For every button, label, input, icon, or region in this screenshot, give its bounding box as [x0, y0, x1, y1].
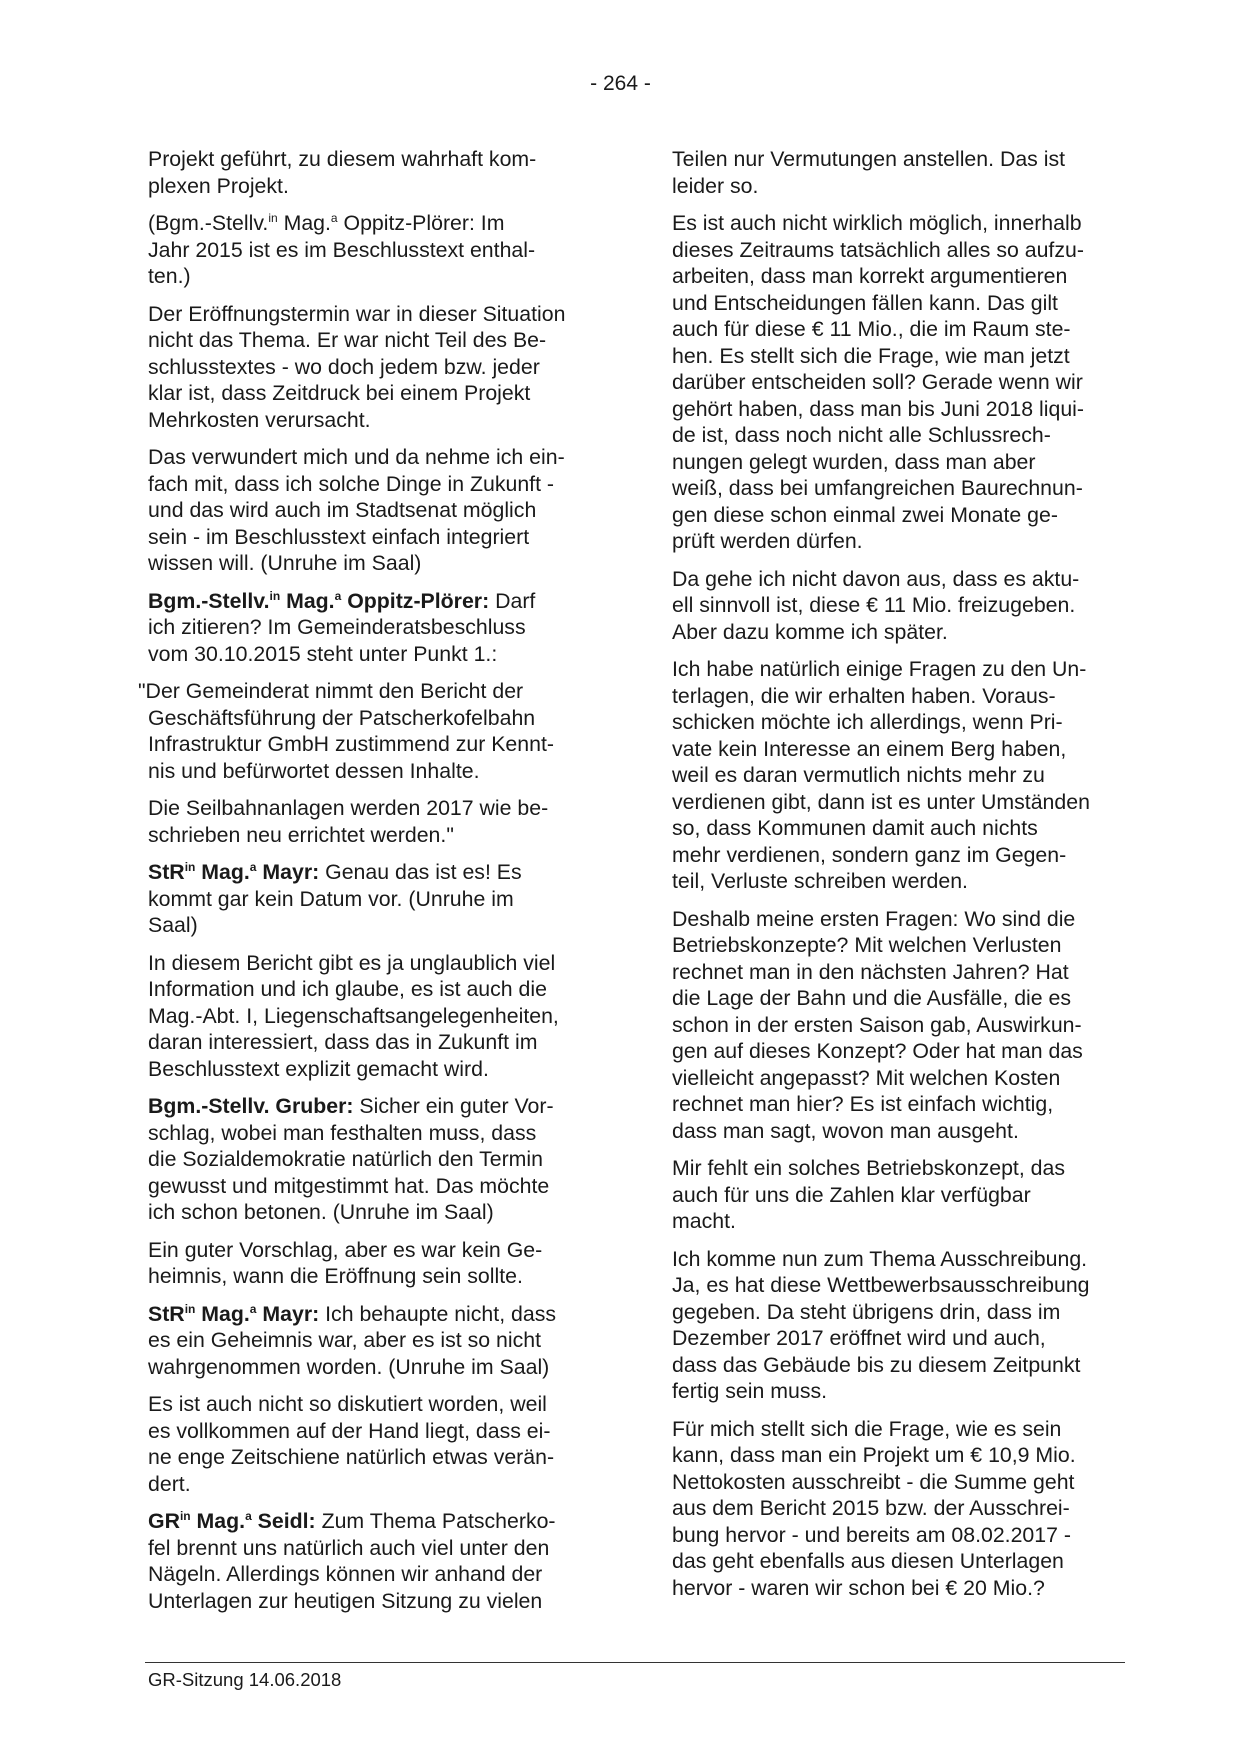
- text-line: [148, 976, 608, 1003]
- text-line: [148, 1471, 608, 1498]
- text-line: [672, 449, 1132, 476]
- text-run: vielleicht angepasst? Mit welchen Kosten: [672, 1065, 1061, 1090]
- paragraph: [148, 859, 608, 939]
- text-line: [672, 1378, 1132, 1405]
- text-line: [672, 1272, 1132, 1299]
- text-run: schon in der ersten Saison gab, Auswirkun-: [672, 1012, 1082, 1037]
- text-line: [672, 396, 1132, 423]
- text-run: schrieben neu errichtet werden.": [148, 822, 454, 847]
- text-line: [148, 263, 608, 290]
- speaker-name: Mag.: [195, 860, 250, 884]
- text-line: [672, 263, 1132, 290]
- text-run: gen diese schon einmal zwei Monate ge-: [672, 502, 1058, 527]
- text-line: [148, 407, 608, 434]
- text-line: [672, 1065, 1132, 1092]
- speaker-name: Mag.: [195, 1301, 250, 1326]
- text-line: [148, 1237, 608, 1264]
- text-run: Information und ich glaube, es ist auch die: [148, 977, 547, 1001]
- text-run: Nägeln. Allerdings können wir anhand der: [148, 1562, 543, 1586]
- text-run: Ein guter Vorschlag, aber es war kein Ge-: [148, 1237, 543, 1262]
- text-run: bung hervor - und bereits am 08.02.2017 -: [672, 1522, 1071, 1547]
- text-run: dass man sagt, wovon man ausgeht.: [672, 1118, 1019, 1143]
- text-line: [672, 1155, 1132, 1182]
- text-run: macht.: [672, 1209, 736, 1233]
- text-run: aus dem Bericht 2015 bzw. der Ausschrei-: [672, 1496, 1070, 1520]
- text-run: schlag, wobei man festhalten muss, dass: [148, 1120, 537, 1145]
- paragraph: [148, 1508, 608, 1614]
- text-line: [148, 301, 608, 328]
- text-run: a: [330, 211, 338, 226]
- text-line: [148, 588, 608, 615]
- text-line: [672, 1495, 1132, 1522]
- text-line: [148, 614, 608, 641]
- text-line: [138, 731, 608, 758]
- text-run: in: [268, 211, 278, 226]
- text-line: [148, 444, 608, 471]
- speaker-name: Mag.: [280, 588, 335, 613]
- speaker-name: Bgm.-Stellv. Gruber:: [148, 1094, 354, 1118]
- text-run: rechnet man hier? Es ist einfach wichtig,: [672, 1092, 1054, 1116]
- text-run: gegeben. Da steht übrigens drin, dass im: [672, 1299, 1061, 1324]
- text-run: und Entscheidungen fällen kann. Das gilt: [672, 290, 1058, 315]
- text-line: [148, 524, 608, 551]
- text-line: [672, 656, 1132, 683]
- text-run: fel brennt uns natürlich auch viel unter den: [148, 1535, 550, 1560]
- text-run: rechnet man in den nächsten Jahren? Hat: [672, 959, 1069, 984]
- text-run: schlusstextes - wo doch jedem bzw. jeder: [148, 354, 540, 379]
- speaker-name: Mayr:: [256, 860, 320, 884]
- text-run: Betriebskonzepte? Mit welchen Verlusten: [672, 933, 1062, 957]
- text-run: ich schon betonen. (Unruhe im Saal): [148, 1200, 494, 1224]
- text-run: hervor - waren wir schon bei € 20 Mio.?: [672, 1575, 1045, 1600]
- text-run: es ein Geheimnis war, aber es ist so nicht: [148, 1328, 541, 1352]
- text-line: [672, 619, 1132, 646]
- text-line: [672, 1325, 1132, 1352]
- text-run: Beschlusstext explizit gemacht wird.: [148, 1056, 489, 1081]
- text-line: [148, 1561, 608, 1588]
- paragraph: [672, 906, 1132, 1145]
- text-line: [672, 146, 1132, 173]
- text-line: [672, 1246, 1132, 1273]
- text-line: [672, 173, 1132, 200]
- text-line: [672, 683, 1132, 710]
- paragraph: [148, 1093, 608, 1226]
- footer-session-date: GR-Sitzung 14.06.2018: [148, 1669, 342, 1690]
- speaker-name: Oppitz-Plörer:: [341, 588, 490, 613]
- text-run: ne enge Zeitschiene natürlich etwas verän-: [148, 1445, 555, 1469]
- text-run: Zum Thema Patscherko-: [315, 1509, 556, 1533]
- speaker-name: Bgm.-Stellv.: [148, 588, 270, 613]
- text-run: dert.: [148, 1471, 191, 1496]
- text-run: Unterlagen zur heutigen Sitzung zu vielen: [148, 1588, 543, 1613]
- text-line: [148, 380, 608, 407]
- text-line: [672, 210, 1132, 237]
- text-line: [672, 237, 1132, 264]
- speaker-name: GR: [148, 1509, 180, 1533]
- paragraph: [148, 795, 608, 848]
- text-run: gen auf dieses Konzept? Oder hat man das: [672, 1039, 1083, 1063]
- text-run: In diesem Bericht gibt es ja unglaublich viel: [148, 950, 556, 975]
- text-run: Aber dazu komme ich später.: [672, 619, 948, 644]
- text-line: [672, 528, 1132, 555]
- text-run: und das wird auch im Stadtsenat möglich: [148, 498, 537, 522]
- text-line: [138, 678, 608, 705]
- text-line: [148, 822, 608, 849]
- paragraph: [672, 656, 1132, 895]
- text-run: Geschäftsführung der Patscherkofelbahn: [148, 705, 536, 730]
- text-run: sein - im Beschlusstext einfach integriert: [148, 524, 530, 549]
- text-line: [148, 1146, 608, 1173]
- text-line: [672, 762, 1132, 789]
- text-run: daran interessiert, dass das in Zukunft im: [148, 1030, 538, 1054]
- text-run: Ich komme nun zum Thema Ausschreibung.: [672, 1246, 1088, 1271]
- text-run: gehört haben, dass man bis Juni 2018 liqui-: [672, 396, 1085, 421]
- text-line: [672, 1469, 1132, 1496]
- text-run: das geht ebenfalls aus diesen Unterlagen: [672, 1549, 1064, 1573]
- text-run: Genau das ist es! Es: [319, 860, 522, 884]
- speaker-name: in: [184, 860, 196, 875]
- text-run: de ist, dass noch nicht alle Schlussrech-: [672, 423, 1051, 447]
- text-run: Ja, es hat diese Wettbewerbsausschreibung: [672, 1273, 1090, 1297]
- text-run: Für mich stellt sich die Frage, wie es sein: [672, 1416, 1062, 1441]
- text-run: gewusst und mitgestimmt hat. Das möchte: [148, 1173, 550, 1198]
- paragraph: [672, 566, 1132, 646]
- paragraph: [148, 301, 608, 434]
- text-line: [672, 592, 1132, 619]
- speaker-name: a: [245, 1509, 252, 1524]
- text-run: die Lage der Bahn und die Ausfälle, die es: [672, 986, 1072, 1010]
- text-line: [148, 1327, 608, 1354]
- text-line: [672, 736, 1132, 763]
- text-run: Das verwundert mich und da nehme ich ein-: [148, 445, 565, 469]
- text-run: es vollkommen auf der Hand liegt, dass ei-: [148, 1418, 551, 1443]
- text-line: [148, 1588, 608, 1615]
- text-line: [148, 327, 608, 354]
- text-line: [672, 985, 1132, 1012]
- text-run: klar ist, dass Zeitdruck bei einem Projekt: [148, 381, 531, 405]
- text-line: [672, 1012, 1132, 1039]
- text-run: dass das Gebäude bis zu diesem Zeitpunkt: [672, 1352, 1081, 1377]
- text-run: prüft werden dürfen.: [672, 529, 863, 553]
- speaker-name: in: [179, 1509, 191, 1524]
- text-run: Mag.-Abt. I, Liegenschaftsangelegenheiten,: [148, 1003, 559, 1028]
- text-run: wissen will. (Unruhe im Saal): [148, 551, 422, 575]
- speaker-name: a: [334, 588, 342, 603]
- text-line: [672, 316, 1132, 343]
- text-run: heimnis, wann die Eröffnung sein sollte.: [148, 1264, 523, 1288]
- paragraph: [138, 678, 608, 784]
- text-run: Der Eröffnungstermin war in dieser Situation: [148, 301, 566, 326]
- text-run: Mag.: [277, 211, 331, 235]
- text-run: verdienen gibt, dann ist es unter Umständen: [672, 789, 1090, 814]
- text-run: dieses Zeitraums tatsächlich alles so aufzu-: [672, 237, 1084, 262]
- text-line: [672, 789, 1132, 816]
- text-run: kann, dass man ein Projekt um € 10,9 Mio.: [672, 1443, 1076, 1467]
- text-line: [148, 497, 608, 524]
- text-line: [672, 932, 1132, 959]
- text-line: [138, 705, 608, 732]
- text-run: kommt gar kein Datum vor. (Unruhe im: [148, 886, 514, 911]
- text-line: [148, 237, 608, 264]
- text-line: [672, 842, 1132, 869]
- text-run: so, dass Kommunen damit auch nichts: [672, 816, 1038, 840]
- left-column: [138, 146, 608, 1625]
- text-line: [148, 795, 608, 822]
- text-line: [148, 173, 608, 200]
- paragraph: [148, 210, 608, 290]
- text-line: [148, 354, 608, 381]
- paragraph: [672, 146, 1132, 199]
- text-run: Es ist auch nicht so diskutiert worden, weil: [148, 1392, 547, 1416]
- text-run: Ich behaupte nicht, dass: [319, 1301, 557, 1326]
- text-run: nungen gelegt wurden, dass man aber: [672, 449, 1036, 474]
- speaker-name: in: [184, 1301, 196, 1316]
- text-run: nis und befürwortet dessen Inhalte.: [148, 758, 480, 783]
- text-line: [148, 471, 608, 498]
- text-line: [672, 709, 1132, 736]
- text-run: nicht das Thema. Er war nicht Teil des Be-: [148, 328, 547, 352]
- speaker-name: Mayr:: [256, 1301, 320, 1326]
- text-line: [148, 1354, 608, 1381]
- text-run: weil es daran vermutlich nichts mehr zu: [672, 763, 1045, 787]
- text-run: Oppitz-Plörer: Im: [337, 211, 505, 235]
- text-run: vate kein Interesse an einem Berg haben,: [672, 736, 1067, 761]
- text-run: ich zitieren? Im Gemeinderatsbeschluss: [148, 615, 526, 639]
- text-line: [148, 210, 608, 237]
- text-line: [148, 1093, 608, 1120]
- text-run: Deshalb meine ersten Fragen: Wo sind die: [672, 906, 1076, 931]
- text-run: ell sinnvoll ist, diese € 11 Mio. freizugeben.: [672, 593, 1076, 617]
- text-line: [672, 369, 1132, 396]
- speaker-name: in: [269, 588, 281, 603]
- text-line: [672, 959, 1132, 986]
- text-run: mehr verdienen, sondern ganz im Gegen-: [672, 842, 1067, 867]
- text-run: Da gehe ich nicht davon aus, dass es aktu-: [672, 566, 1080, 591]
- text-line: [672, 1352, 1132, 1379]
- text-line: [672, 1575, 1132, 1602]
- paragraph: [672, 210, 1132, 555]
- speaker-name: Seidl:: [251, 1509, 316, 1533]
- text-run: Jahr 2015 ist es im Beschlusstext enthal-: [148, 237, 536, 262]
- paragraph: [148, 146, 608, 199]
- text-line: [148, 1535, 608, 1562]
- paragraph: [148, 1237, 608, 1290]
- footer-divider: [145, 1662, 1125, 1663]
- text-line: [148, 1444, 608, 1471]
- text-line: [672, 906, 1132, 933]
- text-line: [672, 1182, 1132, 1209]
- text-run: auch für uns die Zahlen klar verfügbar: [672, 1182, 1031, 1207]
- text-run: leider so.: [672, 173, 759, 198]
- speaker-name: a: [249, 860, 257, 875]
- text-run: Mir fehlt ein solches Betriebskonzept, das: [672, 1156, 1066, 1180]
- speaker-name: a: [249, 1301, 257, 1316]
- text-run: fach mit, dass ich solche Dinge in Zukunft -: [148, 471, 555, 496]
- text-run: Saal): [148, 913, 198, 937]
- text-run: vom 30.10.2015 steht unter Punkt 1.:: [148, 641, 498, 666]
- text-run: Projekt geführt, zu diesem wahrhaft kom-: [148, 147, 537, 171]
- text-line: [672, 1118, 1132, 1145]
- text-run: Darf: [489, 588, 536, 613]
- text-run: "Der Gemeinderat nimmt den Bericht der: [138, 679, 524, 703]
- text-line: [148, 1391, 608, 1418]
- paragraph: [672, 1416, 1132, 1602]
- text-run: (Bgm.-Stellv.: [148, 211, 269, 235]
- text-run: teil, Verluste schreiben werden.: [672, 869, 968, 893]
- page-number: - 264 -: [590, 72, 651, 95]
- text-run: Mehrkosten verursacht.: [148, 407, 371, 432]
- text-run: ten.): [148, 264, 191, 288]
- text-line: [672, 290, 1132, 317]
- text-line: [148, 1173, 608, 1200]
- text-run: die Sozialdemokratie natürlich den Termin: [148, 1147, 543, 1171]
- text-line: [672, 1548, 1132, 1575]
- text-run: hen. Es stellt sich die Frage, wie man jetzt: [672, 343, 1070, 368]
- text-run: arbeiten, dass man korrekt argumentieren: [672, 264, 1068, 288]
- paragraph: [148, 1391, 608, 1497]
- text-run: Sicher ein guter Vor-: [353, 1094, 554, 1118]
- text-line: [672, 475, 1132, 502]
- paragraph: [672, 1155, 1132, 1235]
- paragraph: [148, 444, 608, 577]
- text-line: [148, 1029, 608, 1056]
- text-line: [672, 1091, 1132, 1118]
- text-run: Ich habe natürlich einige Fragen zu den Un-: [672, 657, 1087, 681]
- text-line: [148, 859, 608, 886]
- text-line: [672, 1208, 1132, 1235]
- text-line: [148, 1508, 608, 1535]
- paragraph: [148, 1301, 608, 1381]
- text-line: [672, 1038, 1132, 1065]
- text-line: [148, 1120, 608, 1147]
- text-run: auch für diese € 11 Mio., die im Raum ste-: [672, 317, 1071, 341]
- text-line: [148, 1418, 608, 1445]
- speaker-name: Mag.: [190, 1509, 246, 1533]
- text-line: [672, 343, 1132, 370]
- text-run: Infrastruktur GmbH zustimmend zur Kennt-: [148, 732, 554, 756]
- text-run: Nettokosten ausschreibt - die Summe geht: [672, 1469, 1075, 1494]
- text-line: [148, 550, 608, 577]
- text-line: [148, 912, 608, 939]
- text-run: Die Seilbahnanlagen werden 2017 wie be-: [148, 796, 549, 820]
- text-line: [148, 886, 608, 913]
- speaker-name: StR: [148, 860, 185, 884]
- text-line: [672, 1299, 1132, 1326]
- text-line: [672, 502, 1132, 529]
- text-run: weiß, dass bei umfangreichen Baurechnun-: [672, 476, 1083, 500]
- text-line: [672, 868, 1132, 895]
- text-line: [672, 815, 1132, 842]
- text-run: terlagen, die wir erhalten haben. Voraus-: [672, 683, 1056, 708]
- text-run: darüber entscheiden soll? Gerade wenn wir: [672, 370, 1083, 394]
- paragraph: [148, 588, 608, 668]
- text-run: Dezember 2017 eröffnet wird und auch,: [672, 1326, 1046, 1350]
- text-line: [148, 641, 608, 668]
- text-run: Es ist auch nicht wirklich möglich, innerhalb: [672, 211, 1082, 235]
- text-line: [672, 1442, 1132, 1469]
- text-line: [148, 1003, 608, 1030]
- text-run: Teilen nur Vermutungen anstellen. Das ist: [672, 147, 1066, 171]
- text-line: [672, 566, 1132, 593]
- paragraph: [148, 950, 608, 1083]
- text-run: schicken möchte ich allerdings, wenn Pri-: [672, 710, 1063, 734]
- text-line: [148, 146, 608, 173]
- text-run: fertig sein muss.: [672, 1379, 828, 1403]
- text-line: [148, 1056, 608, 1083]
- speaker-name: StR: [148, 1301, 185, 1326]
- paragraph: [672, 1246, 1132, 1405]
- text-run: plexen Projekt.: [148, 173, 289, 198]
- text-line: [672, 422, 1132, 449]
- text-line: [138, 758, 608, 785]
- right-column: [672, 146, 1132, 1612]
- text-line: [672, 1416, 1132, 1443]
- text-line: [672, 1522, 1132, 1549]
- text-run: wahrgenommen worden. (Unruhe im Saal): [148, 1354, 550, 1379]
- text-line: [148, 1301, 608, 1328]
- text-line: [148, 1263, 608, 1290]
- text-line: [148, 950, 608, 977]
- text-line: [148, 1199, 608, 1226]
